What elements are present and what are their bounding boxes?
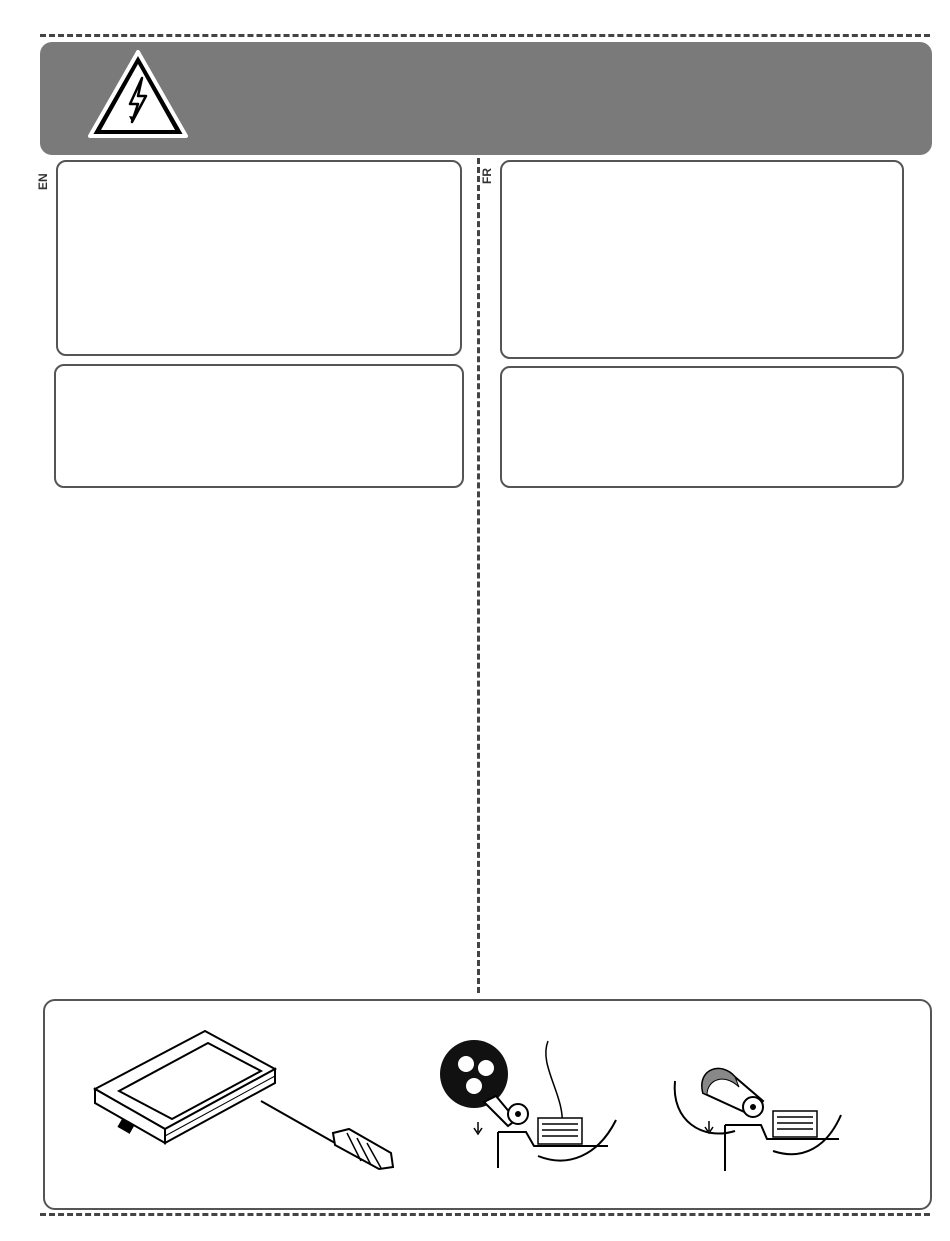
language-label-en: EN	[36, 173, 50, 190]
column-dashed-divider	[477, 158, 480, 993]
battery-latch-open-icon	[663, 1051, 843, 1176]
language-label-fr: FR	[480, 168, 494, 184]
fr-text-box-secondary	[500, 366, 904, 488]
fr-text-box-primary	[500, 160, 904, 359]
device-with-screwdriver-icon	[65, 1021, 405, 1171]
illustration-panel	[43, 999, 932, 1210]
battery-latch-closed-icon	[438, 1036, 618, 1176]
en-text-box-primary	[56, 160, 462, 356]
bottom-dashed-divider	[40, 1213, 930, 1216]
top-dashed-divider	[40, 34, 930, 37]
en-text-box-secondary	[54, 364, 464, 488]
warning-banner	[40, 42, 932, 155]
high-voltage-warning-icon	[86, 48, 190, 140]
